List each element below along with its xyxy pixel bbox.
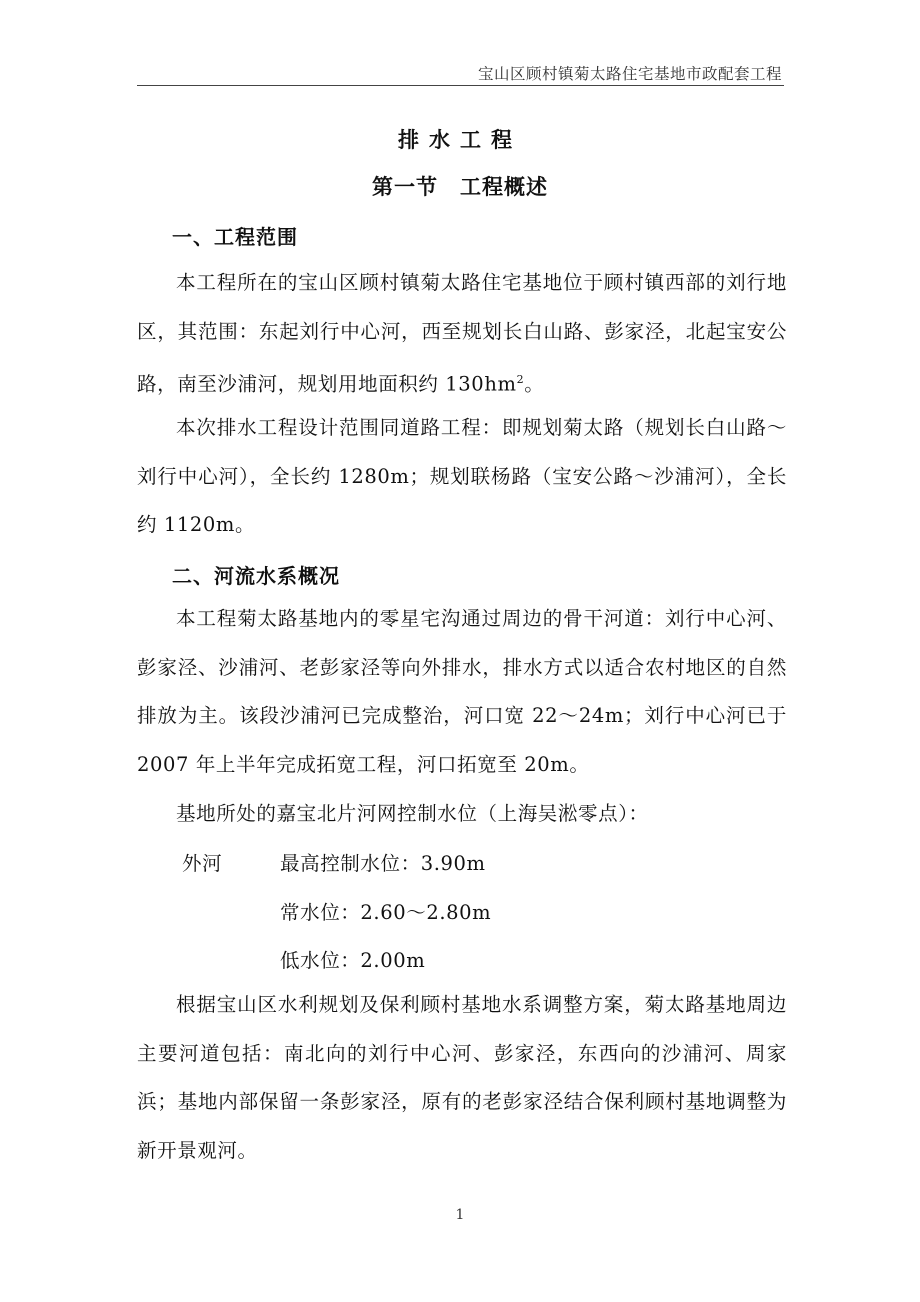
water-level-label: 外河: [182, 852, 223, 875]
water-level-normal: 常水位：2.60～2.80m: [280, 901, 492, 924]
section-title: 第一节 工程概述: [372, 175, 548, 199]
water-level-max: 最高控制水位：3.90m: [280, 852, 486, 875]
water-level-low: 低水位：2.00m: [280, 949, 426, 972]
page-number: 1: [455, 1207, 465, 1223]
paragraph-text: 本工程所在的宝山区顾村镇菊太路住宅基地位于顾村镇西部的刘行地区，其范围：东起刘行中心河，西至规划长白山路、彭家泾，北起宝安公路，南至沙浦河，规划用地面积约 130hm: [137, 271, 787, 396]
area-superscript: 2: [516, 373, 525, 386]
running-header: 宝山区顾村镇菊太路住宅基地市政配套工程: [477, 65, 782, 83]
paragraph-water-level-intro: 基地所处的嘉宝北片河网控制水位（上海吴淞零点）：: [176, 802, 649, 825]
paragraph-design-scope: 本次排水工程设计范围同道路工程：即规划菊太路（规划长白山路～刘行中心河），全长约 1280m；规划联杨路（宝安公路～沙浦河），全长约 1120m。: [137, 416, 787, 536]
header-divider: [137, 85, 784, 87]
heading-river-system: 二、河流水系概况: [172, 564, 340, 588]
paragraph-scope-location: [137, 259, 787, 409]
paragraph-river-overview: 本工程菊太路基地内的零星宅沟通过周边的骨干河道：刘行中心河、彭家泾、沙浦河、老彭家泾等向外排水，排水方式以适合农村地区的自然排放为主。该段沙浦河已完成整治，河口宽 22～24m；刘行中心河已于 2007 年上半年完成拓宽工程，河口拓宽至 20m。: [137, 607, 787, 776]
paragraph-river-plan: 根据宝山区水利规划及保利顾村基地水系调整方案，菊太路基地周边主要河道包括：南北向的刘行中心河、彭家泾，东西向的沙浦河、周家浜；基地内部保留一条彭家泾，原有的老彭家泾结合保利顾村基地调整为新开景观河。: [137, 993, 787, 1162]
document-title: 排水工程: [398, 128, 522, 152]
heading-scope: 一、工程范围: [172, 225, 298, 249]
paragraph-end: 。: [524, 372, 545, 396]
